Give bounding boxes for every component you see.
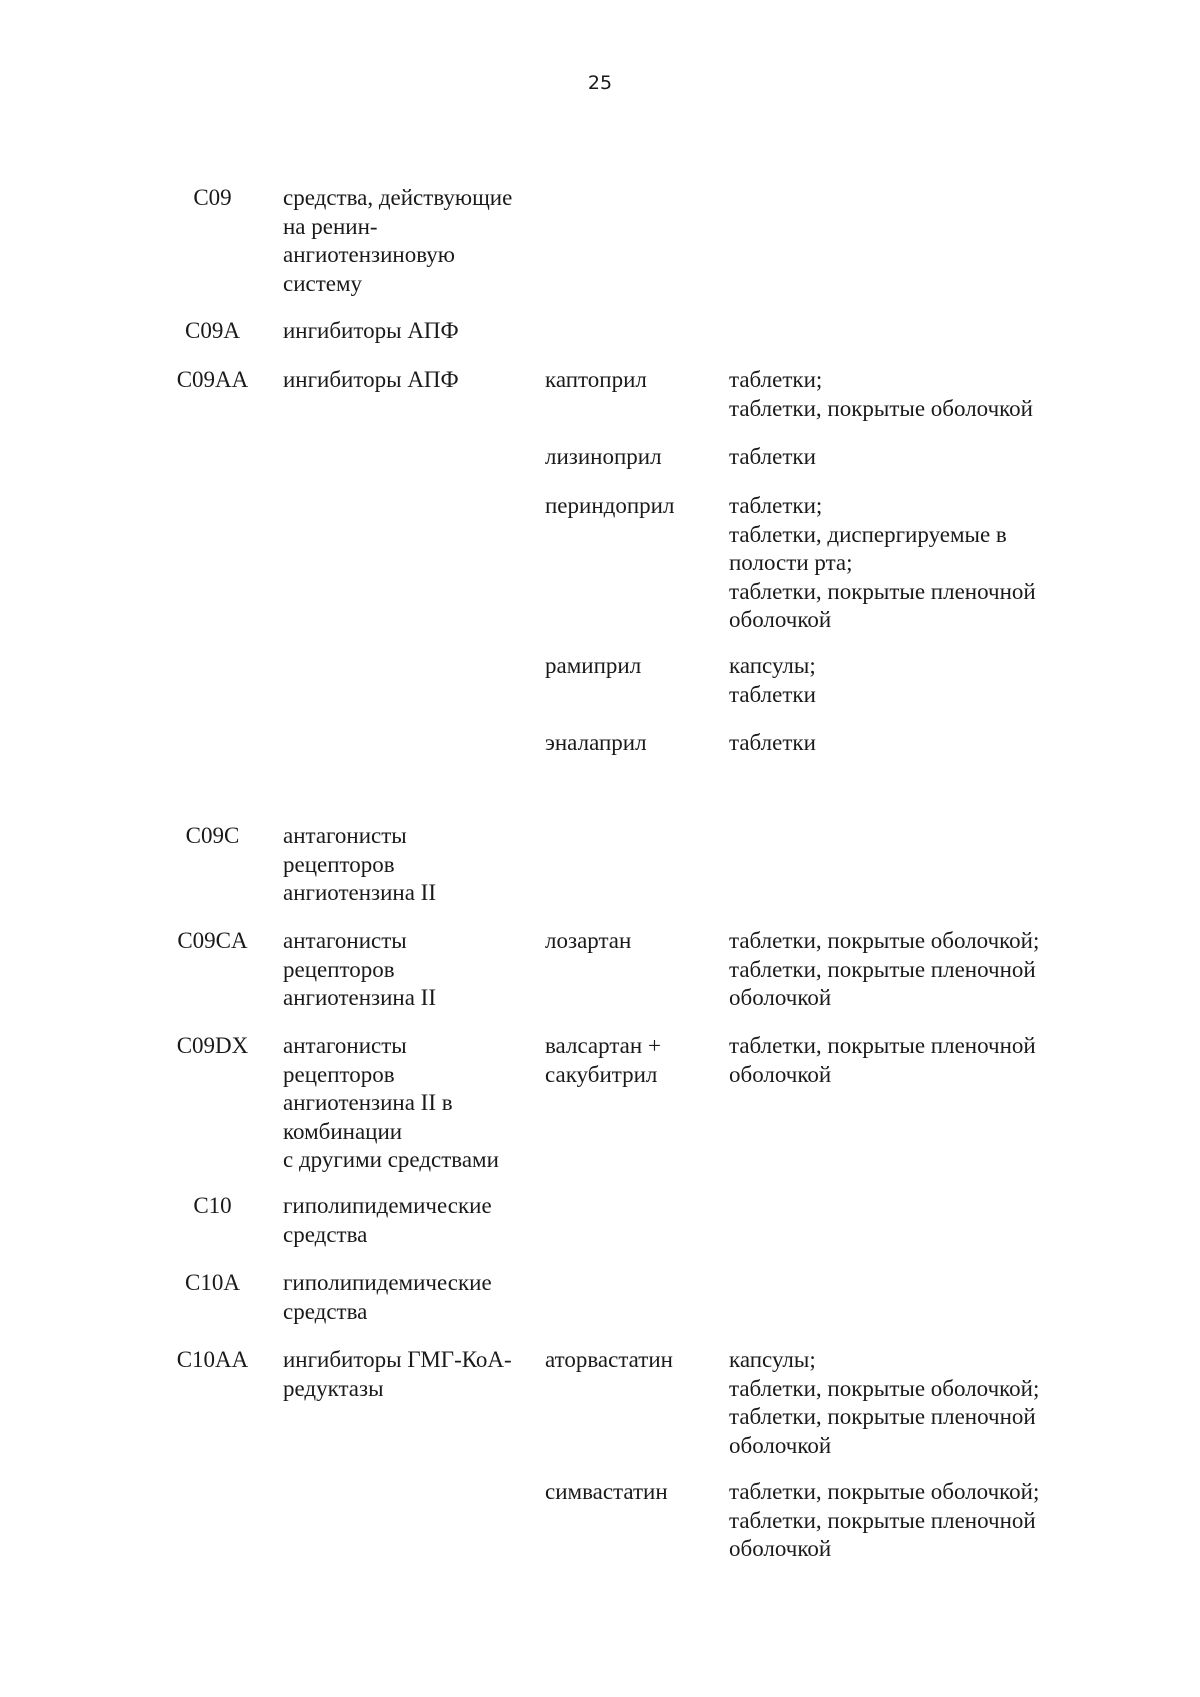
- anatomical-group: ингибиторы ГМГ-КоА- редуктазы: [283, 1347, 512, 1401]
- atc-code: C10: [193, 1193, 232, 1218]
- drug-name: эналаприл: [545, 730, 647, 755]
- dosage-form: таблетки, покрытые оболочкой; таблетки, покрытые пленочной оболочкой: [729, 1479, 1040, 1561]
- atc-code: C09C: [185, 823, 240, 848]
- drug-name: валсартан + сакубитрил: [545, 1033, 661, 1087]
- anatomical-group: антагонисты рецепторов ангиотензина II в комбинации с другими средствами: [283, 1033, 499, 1172]
- dosage-form: таблетки, покрытые оболочкой; таблетки, покрытые пленочной оболочкой: [729, 928, 1040, 1010]
- dosage-form: таблетки: [729, 444, 816, 469]
- dosage-form: капсулы; таблетки, покрытые оболочкой; таблетки, покрытые пленочной оболочкой: [729, 1347, 1040, 1458]
- drug-name: симвастатин: [545, 1479, 668, 1504]
- page-number: 25: [587, 72, 613, 94]
- atc-code: C10AA: [176, 1347, 249, 1372]
- atc-code: C09A: [185, 318, 240, 343]
- anatomical-group: антагонисты рецепторов ангиотензина II: [283, 928, 437, 1010]
- drug-name: лизиноприл: [545, 444, 662, 469]
- dosage-form: таблетки; таблетки, покрытые оболочкой: [729, 367, 1033, 421]
- drug-name: лозартан: [545, 928, 632, 953]
- atc-code: C09AA: [176, 367, 249, 392]
- atc-code: C09CA: [177, 928, 248, 953]
- anatomical-group: ингибиторы АПФ: [283, 318, 459, 343]
- anatomical-group: антагонисты рецепторов ангиотензина II: [283, 823, 437, 905]
- atc-code: C09DX: [176, 1033, 249, 1058]
- atc-code: C10A: [185, 1270, 240, 1295]
- dosage-form: таблетки; таблетки, диспергируемые в полости рта; таблетки, покрытые пленочной оболочкой: [729, 493, 1036, 632]
- atc-code: C09: [193, 185, 232, 210]
- anatomical-group: гиполипидемические средства: [283, 1270, 492, 1324]
- drug-name: рамиприл: [545, 653, 642, 678]
- dosage-form: капсулы; таблетки: [729, 653, 816, 707]
- anatomical-group: гиполипидемические средства: [283, 1193, 492, 1247]
- dosage-form: таблетки, покрытые пленочной оболочкой: [729, 1033, 1036, 1087]
- drug-name: периндоприл: [545, 493, 675, 518]
- drug-name: аторвастатин: [545, 1347, 673, 1372]
- drug-name: каптоприл: [545, 367, 647, 392]
- anatomical-group: средства, действующие на ренин- ангиотензиновую систему: [283, 185, 513, 296]
- dosage-form: таблетки: [729, 730, 816, 755]
- anatomical-group: ингибиторы АПФ: [283, 367, 459, 392]
